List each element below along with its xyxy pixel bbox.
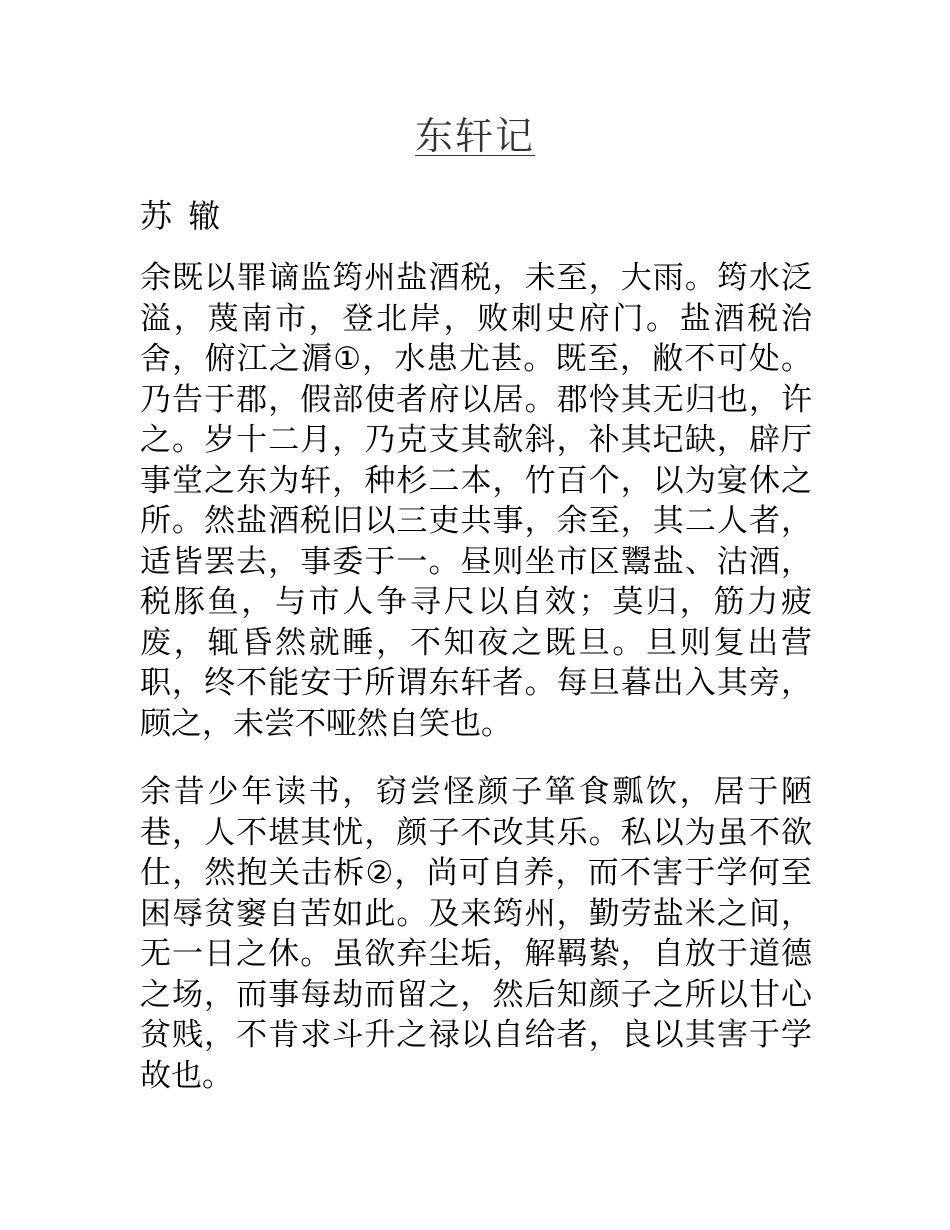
author-name: 苏 辙 xyxy=(140,197,224,235)
document-title: 东轩记 xyxy=(414,114,535,158)
paragraph-2: 余昔少年读书，窃尝怪颜子箪食瓢饮，居于陋巷，人不堪其忧，颜子不改其乐。私以为虽不欲仕，然抱关击柝②，尚可自养，而不害于学何至困辱贫窭自苦如此。及来筠州，勤劳盐米之间，无一日之休。虽欲弃尘垢，解羁絷，自放于道德之场，而事每劫而留之，然后知颜子之所以甘心贫贱，不肯求斗升之禄以自给者，良以其害于学故也。 xyxy=(140,774,812,1094)
paragraph-1: 余既以罪谪监筠州盐酒税，未至，大雨。筠水泛溢，蔑南市，登北岸，败刺史府门。盐酒税治舍，俯江之漘①，水患尤甚。既至，敝不可处。乃告于郡，假部使者府以居。郡怜其无归也，许之。岁十二月，乃克支其欹斜，补其圮缺，辟厅事堂之东为轩，种杉二本，竹百个，以为宴休之所。然盐酒税旧以三吏共事，余至，其二人者，适皆罢去，事委于一。昼则坐市区鬻盐、沽酒，税豚鱼，与市人争寻尺以自效；莫归，筋力疲废，辄昏然就睡，不知夜之既旦。旦则复出营职，终不能安于所谓东轩者。每旦暮出入其旁，顾之，未尝不哑然自笑也。 xyxy=(140,260,812,742)
